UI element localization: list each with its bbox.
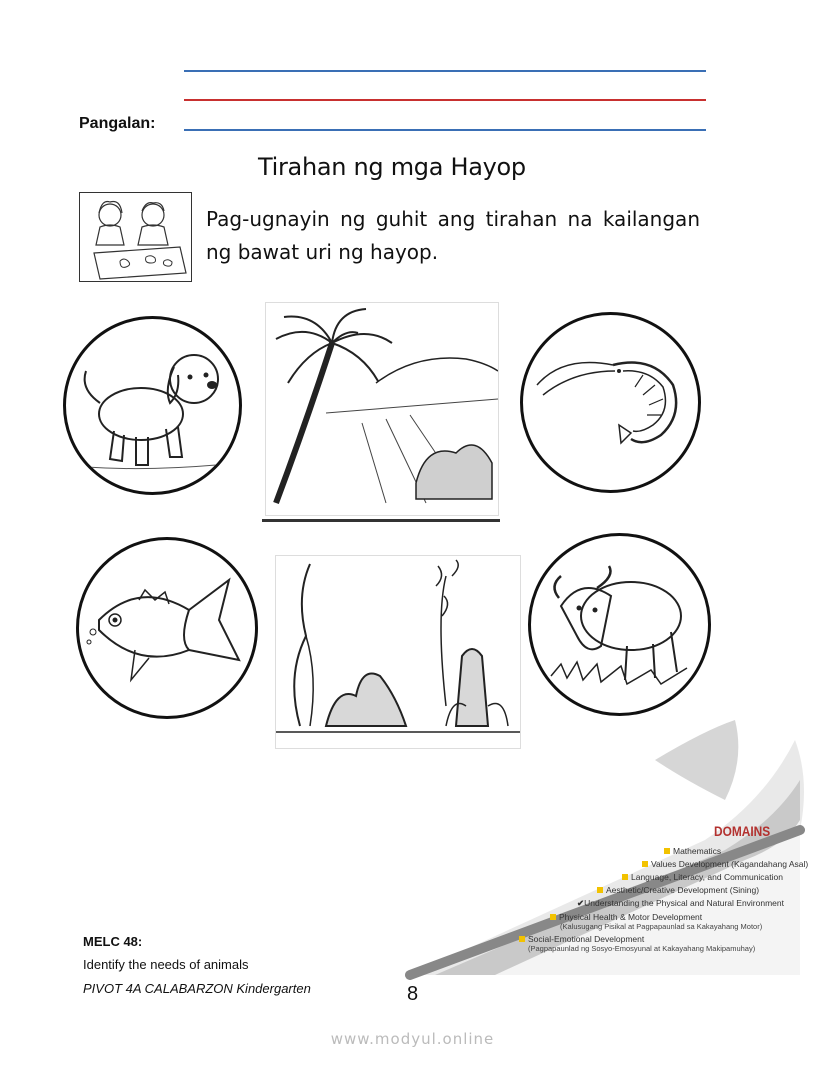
- domain-item-physical: Physical Health & Motor Development: [550, 912, 702, 922]
- watermark: www.modyul.online: [330, 1030, 495, 1048]
- melc-title: MELC 48:: [83, 934, 143, 949]
- domain-item-values: Values Development (Kagandahang Asal): [642, 859, 808, 869]
- domain-item-social: Social-Emotional Development: [519, 934, 644, 944]
- domain-item-aesthetic: Aesthetic/Creative Development (Sining): [597, 885, 759, 895]
- carabao-picture[interactable]: [528, 533, 711, 716]
- domain-item-understanding: ✔Understanding the Physical and Natural Environment: [577, 898, 784, 908]
- page-number: 8: [407, 983, 419, 1005]
- fish-picture[interactable]: [76, 537, 258, 719]
- name-label: Pangalan:: [79, 115, 156, 132]
- domain-item-social-sub: (Pagpapaunlad ng Sosyo-Emosyunal at Kakayahang Makipamuhay): [528, 944, 756, 953]
- land-habitat-underline: [262, 519, 500, 522]
- domains-title: DOMAINS: [714, 823, 771, 839]
- domain-item-language: Language, Literacy, and Communication: [622, 872, 783, 882]
- name-guide-line-base[interactable]: [184, 129, 706, 131]
- kids-drawing-icon: [79, 192, 192, 282]
- shrimp-picture[interactable]: [520, 312, 701, 493]
- dog-picture[interactable]: [63, 316, 242, 495]
- checkmark-icon: ✔: [577, 898, 585, 908]
- worksheet-title: Tirahan ng mga Hayop: [258, 153, 526, 181]
- name-guide-line-mid: [184, 99, 706, 101]
- name-guide-line-top: [184, 70, 706, 72]
- domain-item-mathematics: Mathematics: [664, 846, 721, 856]
- melc-description: Identify the needs of animals: [83, 957, 249, 972]
- instruction-text: Pag-ugnayin ng guhit ang tirahan na kailangan ng bawat uri ng hayop.: [206, 207, 700, 264]
- domain-item-physical-sub: (Kalusugang Pisikal at Pagpapaunlad sa Kakayahang Motor): [560, 922, 763, 931]
- land-habitat-picture[interactable]: [265, 302, 499, 516]
- source-label: PIVOT 4A CALABARZON Kindergarten: [83, 981, 311, 996]
